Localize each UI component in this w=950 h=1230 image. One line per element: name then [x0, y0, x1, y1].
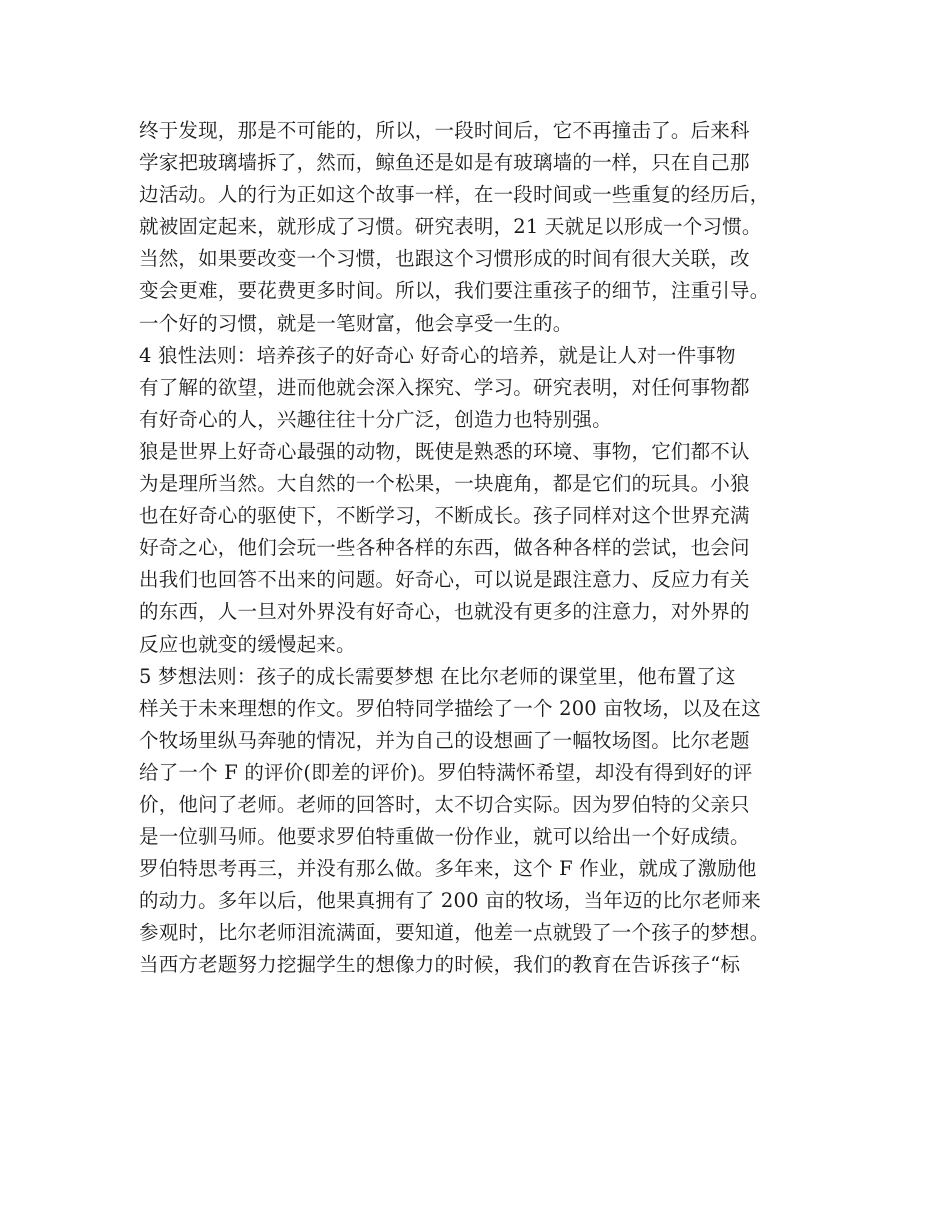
text-line: 个牧场里纵马奔驰的情况，并为自己的设想画了一幅牧场图。比尔老题: [139, 728, 750, 752]
text-line: 参观时，比尔老师泪流满面，要知道，他差一点就毁了一个孩子的梦想。: [139, 921, 770, 945]
section-heading-line: 5 梦想法则：孩子的成长需要梦想 在比尔老师的课堂里，他布置了这: [139, 664, 736, 688]
text-line: 一个好的习惯，就是一笔财富，他会享受一生的。: [139, 311, 573, 335]
text-line: 的动力。多年以后，他果真拥有了 200 亩的牧场，当年迈的比尔老师来: [139, 889, 761, 913]
text-line: 也在好奇心的驱使下，不断学习，不断成长。孩子同样对这个世界充满: [139, 504, 750, 528]
text-line: 当然，如果要改变一个习惯，也跟这个习惯形成的时间有很大关联，改: [139, 247, 750, 271]
text-line: 价，他问了老师。老师的回答时，太不切合实际。因为罗伯特的父亲只: [139, 792, 750, 816]
text-line: 好奇之心，他们会玩一些各种各样的东西，做各种各样的尝试，也会问: [139, 536, 750, 560]
text-line: 学家把玻璃墙拆了，然而，鲸鱼还是如是有玻璃墙的一样，只在自己那: [139, 151, 750, 175]
text-line: 有好奇心的人，兴趣往往十分广泛，创造力也特别强。: [139, 407, 612, 431]
text-line: 是一位驯马师。他要求罗伯特重做一份作业，就可以给出一个好成绩。: [139, 825, 750, 849]
text-line: 就被固定起来，就形成了习惯。研究表明，21 天就足以形成一个习惯。: [139, 215, 762, 239]
text-line: 给了一个 F 的评价(即差的评价)。罗伯特满怀希望，却没有得到好的评: [139, 760, 753, 784]
text-line: 边活动。人的行为正如这个故事一样，在一段时间或一些重复的经历后，: [139, 183, 770, 207]
text-line: 的东西，人一旦对外界没有好奇心，也就没有更多的注意力，对外界的: [139, 600, 750, 624]
text-line: 变会更难，要花费更多时间。所以，我们要注重孩子的细节，注重引导。: [139, 279, 770, 303]
text-line: 终于发现，那是不可能的，所以，一段时间后，它不再撞击了。后来科: [139, 119, 750, 142]
text-line: 出我们也回答不出来的问题。好奇心，可以说是跟注意力、反应力有关: [139, 568, 750, 592]
text-line: 为是理所当然。大自然的一个松果，一块鹿角，都是它们的玩具。小狼: [139, 472, 750, 496]
text-line: 罗伯特思考再三，并没有那么做。多年来，这个 F 作业，就成了激励他: [139, 857, 757, 881]
text-line: 反应也就变的缓慢起来。: [139, 632, 356, 656]
body-text: [139, 115, 819, 982]
text-line: 狼是世界上好奇心最强的动物，既使是熟悉的环境、事物，它们都不认: [139, 439, 750, 463]
section-heading-line: 4 狼性法则：培养孩子的好奇心 好奇心的培养，就是让人对一件事物: [139, 343, 736, 367]
text-line: 样关于未来理想的作文。罗伯特同学描绘了一个 200 亩牧场，以及在这: [139, 696, 761, 720]
text-line: 有了解的欲望，进而他就会深入探究、学习。研究表明，对任何事物都: [139, 375, 750, 399]
text-line: 当西方老题努力挖掘学生的想像力的时候，我们的教育在告诉孩子“标: [139, 953, 741, 977]
